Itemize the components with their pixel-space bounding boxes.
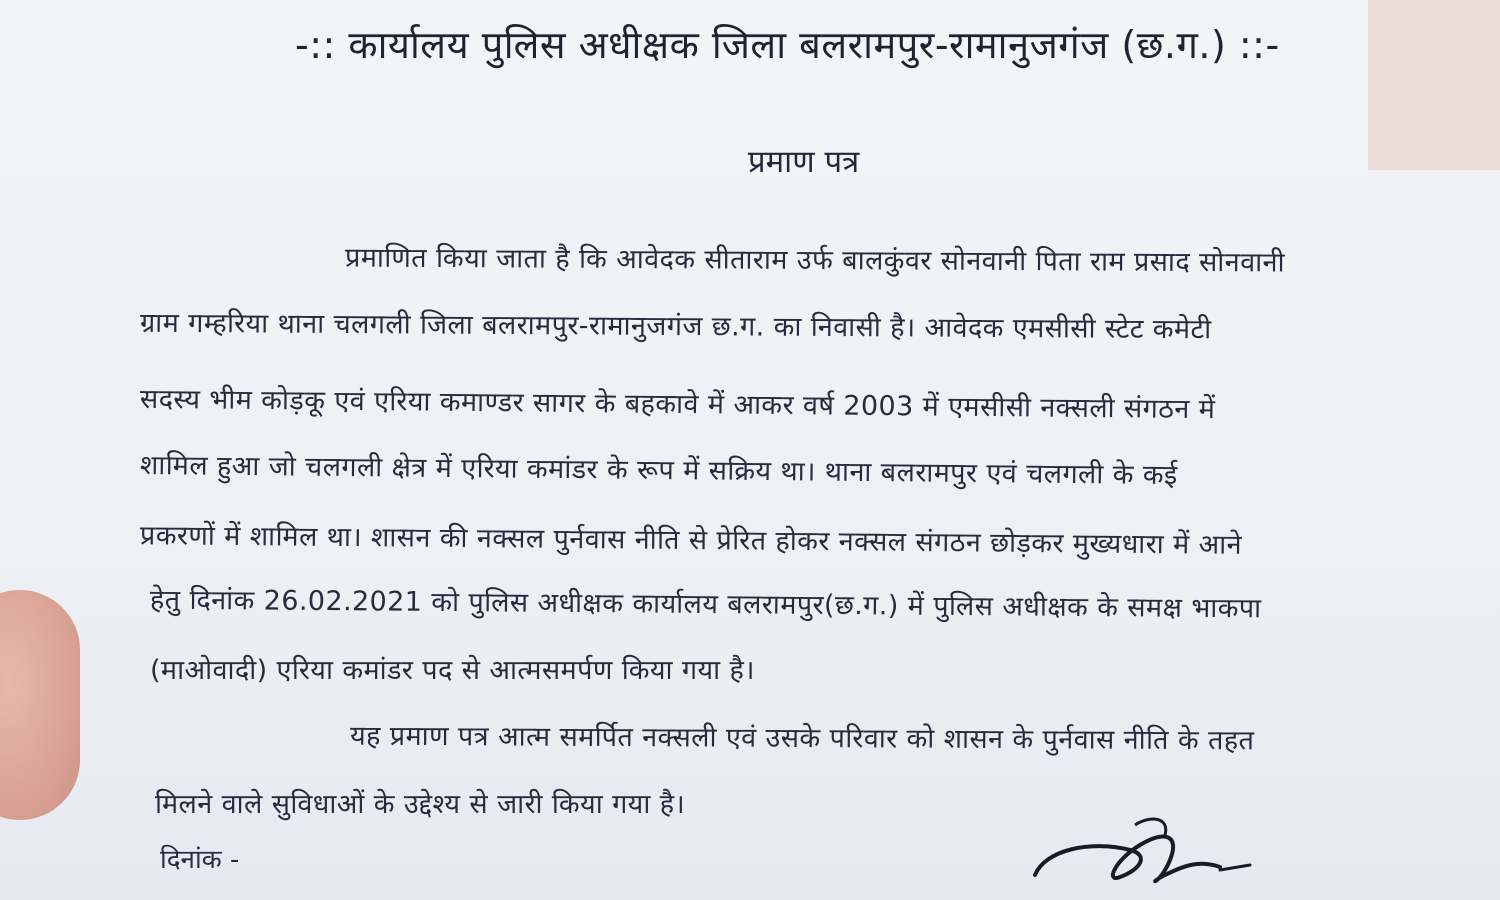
- body-line-1: प्रमाणित किया जाता है कि आवेदक सीताराम उर्फ बालकुंवर सोनवानी पिता राम प्रसाद सोनवानी: [344, 242, 1285, 279]
- background-corner: [1368, 0, 1500, 170]
- body-line-4: शामिल हुआ जो चलगली क्षेत्र में एरिया कमांडर के रूप में सक्रिय था। थाना बलरामपुर एवं चलगली के कई: [139, 450, 1178, 491]
- body-line-8: यह प्रमाण पत्र आत्म समर्पित नक्सली एवं उसके परिवार को शासन के पुर्नवास नीति के तहत: [349, 720, 1255, 757]
- certificate-title: प्रमाण पत्र: [748, 144, 860, 180]
- body-line-2: ग्राम गम्हरिया थाना चलगली जिला बलरामपुर-रामानुजगंज छ.ग. का निवासी है। आवेदक एमसीसी स्टेट कमेटी: [139, 307, 1212, 346]
- body-line-6: हेतु दिनांक 26.02.2021 को पुलिस अधीक्षक कार्यालय बलरामपुर(छ.ग.) में पुलिस अधीक्षक के समक्ष भाकपा: [149, 584, 1262, 625]
- office-header: -:: कार्यालय पुलिस अधीक्षक जिला बलरामपुर-रामानुजगंज (छ.ग.) ::-: [295, 23, 1280, 67]
- signature-mark: [1020, 805, 1280, 900]
- body-line-9: मिलने वाले सुविधाओं के उद्देश्य से जारी किया गया है।: [155, 789, 686, 820]
- date-label: दिनांक -: [160, 845, 240, 875]
- thumb: [0, 590, 80, 820]
- body-line-5: प्रकरणों में शामिल था। शासन की नक्सल पुर्नवास नीति से प्रेरित होकर नक्सल संगठन छोड़कर मुख्यधारा में आने: [139, 520, 1243, 561]
- body-line-3: सदस्य भीम कोड़कू एवं एरिया कमाण्डर सागर के बहकावे में आकर वर्ष 2003 में एमसीसी नक्सली संगठन में: [139, 383, 1216, 426]
- body-line-7: (माओवादी) एरिया कमांडर पद से आत्मसमर्पण किया गया है।: [150, 655, 755, 686]
